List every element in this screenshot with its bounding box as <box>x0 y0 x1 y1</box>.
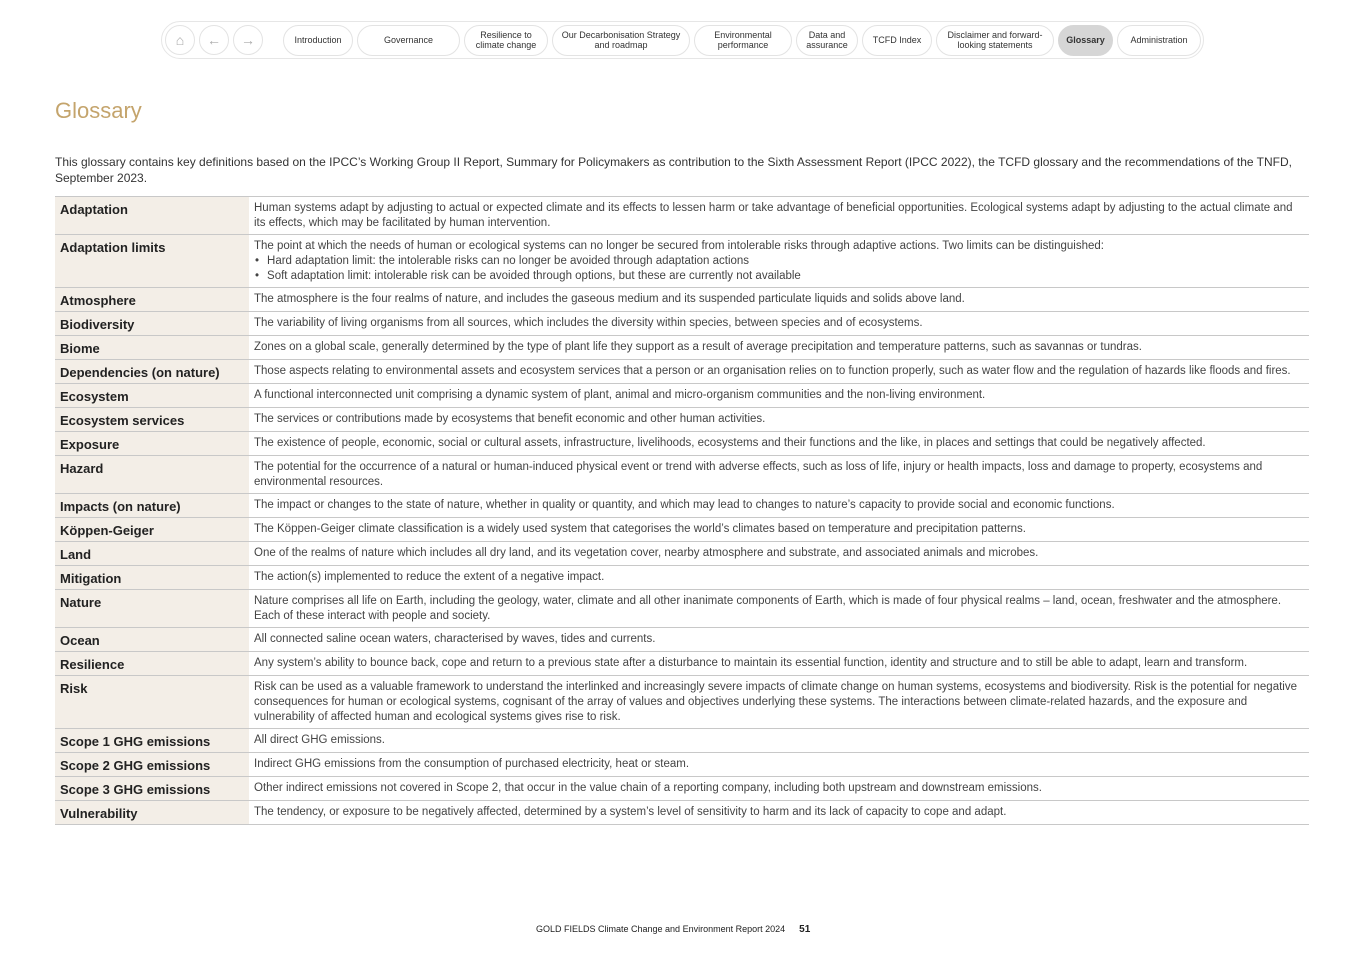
glossary-definition <box>249 729 1309 753</box>
glossary-term: Hazard <box>55 456 249 494</box>
glossary-row <box>55 197 1309 235</box>
glossary-row <box>55 801 1309 825</box>
glossary-definition <box>249 408 1309 432</box>
page-title: Glossary <box>55 98 142 123</box>
definition-text: All connected saline ocean waters, characterised by waves, tides and currents. <box>254 633 656 645</box>
forward-button[interactable] <box>233 25 263 55</box>
glossary-definition <box>249 801 1309 825</box>
glossary-term: Biome <box>55 336 249 360</box>
glossary-definition <box>249 777 1309 801</box>
tab-disclaimer[interactable]: Disclaimer and forward-looking statements <box>936 25 1054 56</box>
tab-administration[interactable]: Administration <box>1117 25 1201 56</box>
glossary-term: Ecosystem services <box>55 408 249 432</box>
arrow-right-icon: → <box>241 32 255 48</box>
glossary-row <box>55 676 1309 729</box>
glossary-row <box>55 288 1309 312</box>
glossary-term: Ecosystem <box>55 384 249 408</box>
glossary-term: Nature <box>55 590 249 628</box>
glossary-row <box>55 432 1309 456</box>
glossary-table <box>55 196 1309 825</box>
glossary-term: Mitigation <box>55 566 249 590</box>
tab-data-assurance[interactable]: Data and assurance <box>796 25 858 56</box>
tab-governance[interactable]: Governance <box>357 25 460 56</box>
footer-report-title: GOLD FIELDS Climate Change and Environment Report 2024 <box>536 924 786 934</box>
footer <box>536 924 810 935</box>
glossary-term: Scope 2 GHG emissions <box>55 753 249 777</box>
glossary-definition <box>249 384 1309 408</box>
definition-text: The variability of living organisms from all sources, which includes the diversity within species, between species and of ecosystems. <box>254 317 923 329</box>
glossary-definition <box>249 197 1309 235</box>
glossary-row <box>55 753 1309 777</box>
tab-resilience[interactable]: Resilience to climate change <box>464 25 548 56</box>
definition-text: Risk can be used as a valuable framework to understand the interlinked and increasingly severe impacts of climate change on human systems, ecosystems and biodiversity. Risk is the potential for negative consequences for human or ecological systems, cognisant of the array of values and objectives underlying these systems. The interactions between climate-related hazards, and the exposure and vulnerability of affected human and ecological systems gives rise to risk. <box>254 681 1297 723</box>
glossary-row <box>55 652 1309 676</box>
definition-text: Zones on a global scale, generally determined by the type of plant life they support as a result of average precipitation and temperature patterns, such as savannas or tundras. <box>254 341 1142 353</box>
tab-glossary[interactable]: Glossary <box>1058 25 1113 56</box>
glossary-row <box>55 729 1309 753</box>
glossary-row <box>55 590 1309 628</box>
definition-text: The action(s) implemented to reduce the extent of a negative impact. <box>254 571 605 583</box>
glossary-definition <box>249 288 1309 312</box>
definition-text: Indirect GHG emissions from the consumption of purchased electricity, heat or steam. <box>254 758 690 770</box>
glossary-row <box>55 312 1309 336</box>
glossary-definition <box>249 336 1309 360</box>
definition-text: All direct GHG emissions. <box>254 734 386 746</box>
glossary-term: Land <box>55 542 249 566</box>
definition-text: The services or contributions made by ecosystems that benefit economic and other human activities. <box>254 413 766 425</box>
definition-text: Those aspects relating to environmental assets and ecosystem services that a person or an organisation relies on to function properly, such as water flow and the regulation of hazards like floods and fires. <box>254 365 1291 377</box>
definition-text: Human systems adapt by adjusting to actual or expected climate and its effects to lessen harm or take advantage of beneficial opportunities. Ecological systems adapt by adjusting to the actual climate and its effects, which may be facilitated by human intervention. <box>254 202 1293 229</box>
definition-text: The point at which the needs of human or ecological systems can no longer be secured from intolerable risks through adaptive actions. Two limits can be distinguished: <box>254 240 1104 252</box>
glossary-definition <box>249 360 1309 384</box>
glossary-term: Resilience <box>55 652 249 676</box>
glossary-definition <box>249 566 1309 590</box>
page-number: 51 <box>799 924 811 935</box>
arrow-left-icon: ← <box>207 32 221 48</box>
glossary-row <box>55 494 1309 518</box>
glossary-term: Scope 1 GHG emissions <box>55 729 249 753</box>
glossary-definition <box>249 235 1309 288</box>
glossary-term: Scope 3 GHG emissions <box>55 777 249 801</box>
glossary-definition <box>249 590 1309 628</box>
glossary-row <box>55 456 1309 494</box>
definition-bullets <box>254 254 1305 284</box>
glossary-term: Biodiversity <box>55 312 249 336</box>
glossary-definition <box>249 518 1309 542</box>
definition-bullet: • Hard adaptation limit: the intolerable risks can no longer be avoided through adaptation actions <box>254 254 1305 269</box>
home-button[interactable] <box>165 25 195 55</box>
glossary-definition <box>249 628 1309 652</box>
tab-tcfd-index[interactable]: TCFD Index <box>862 25 932 56</box>
glossary-term: Risk <box>55 676 249 729</box>
glossary-term: Vulnerability <box>55 801 249 825</box>
intro-text: This glossary contains key definitions based on the IPCC’s Working Group II Report, Summary for Policymakers as contribution to the Sixth Assessment Report (IPCC 2022), the TCFD glossary and the recommendations of the TNFD, September 2023. <box>55 155 1292 185</box>
tab-environmental-performance[interactable]: Environmental performance <box>694 25 792 56</box>
glossary-definition <box>249 542 1309 566</box>
glossary-term: Ocean <box>55 628 249 652</box>
glossary-term: Köppen-Geiger <box>55 518 249 542</box>
glossary-row <box>55 518 1309 542</box>
glossary-definition <box>249 312 1309 336</box>
glossary-definition <box>249 753 1309 777</box>
definition-text: The atmosphere is the four realms of nature, and includes the gaseous medium and its suspended particulate liquids and solids above land. <box>254 293 965 305</box>
tab-decarbonisation[interactable]: Our Decarbonisation Strategy and roadmap <box>552 25 690 56</box>
glossary-row <box>55 777 1309 801</box>
glossary-row <box>55 542 1309 566</box>
glossary-definition <box>249 676 1309 729</box>
tab-introduction[interactable]: Introduction <box>283 25 353 56</box>
glossary-row <box>55 566 1309 590</box>
definition-text: The impact or changes to the state of nature, whether in quality or quantity, and which may lead to changes to nature’s capacity to provide social and economic functions. <box>254 499 1115 511</box>
top-navigation <box>161 21 1204 59</box>
glossary-definition <box>249 494 1309 518</box>
glossary-row <box>55 628 1309 652</box>
glossary-row <box>55 336 1309 360</box>
glossary-row <box>55 360 1309 384</box>
glossary-term: Dependencies (on nature) <box>55 360 249 384</box>
glossary-term: Adaptation limits <box>55 235 249 288</box>
definition-text: The potential for the occurrence of a natural or human-induced physical event or trend with adverse effects, such as loss of life, injury or health impacts, loss and damage to property, ecosystems and environmental resources. <box>254 461 1263 488</box>
home-icon: ⌂ <box>175 32 185 48</box>
definition-text: Other indirect emissions not covered in Scope 2, that occur in the value chain of a reporting company, including both upstream and downstream emissions. <box>254 782 1042 794</box>
definition-text: The Köppen-Geiger climate classification is a widely used system that categorises the world’s climates based on temperature and precipitation patterns. <box>254 523 1026 535</box>
glossary-definition <box>249 652 1309 676</box>
glossary-definition <box>249 432 1309 456</box>
glossary-row <box>55 384 1309 408</box>
definition-bullet: • Soft adaptation limit: intolerable risk can be avoided through options, but these are currently not available <box>254 269 1305 284</box>
glossary-term: Atmosphere <box>55 288 249 312</box>
glossary-term: Adaptation <box>55 197 249 235</box>
definition-text: The existence of people, economic, social or cultural assets, infrastructure, livelihoods, ecosystems and their functions and the like, in places and settings that could be negatively affected. <box>254 437 1206 449</box>
glossary-row <box>55 408 1309 432</box>
glossary-row <box>55 235 1309 288</box>
definition-text: A functional interconnected unit comprising a dynamic system of plant, animal and micro-organism communities and the non-living environment. <box>254 389 986 401</box>
definition-text: Any system’s ability to bounce back, cope and return to a previous state after a disturbance to maintain its essential function, identity and structure and to still be able to adapt, learn and transform. <box>254 657 1248 669</box>
glossary-term: Impacts (on nature) <box>55 494 249 518</box>
definition-text: One of the realms of nature which includes all dry land, and its vegetation cover, nearby atmosphere and substrate, and associated animals and microbes. <box>254 547 1039 559</box>
glossary-definition <box>249 456 1309 494</box>
definition-text: Nature comprises all life on Earth, including the geology, water, climate and all other inanimate components of Earth, which is made of four physical realms – land, ocean, freshwater and the atmosphere. Each of these interact with people and society. <box>254 595 1282 622</box>
back-button[interactable] <box>199 25 229 55</box>
definition-text: The tendency, or exposure to be negatively affected, determined by a system’s level of sensitivity to harm and its lack of capacity to cope and adapt. <box>254 806 1007 818</box>
glossary-term: Exposure <box>55 432 249 456</box>
